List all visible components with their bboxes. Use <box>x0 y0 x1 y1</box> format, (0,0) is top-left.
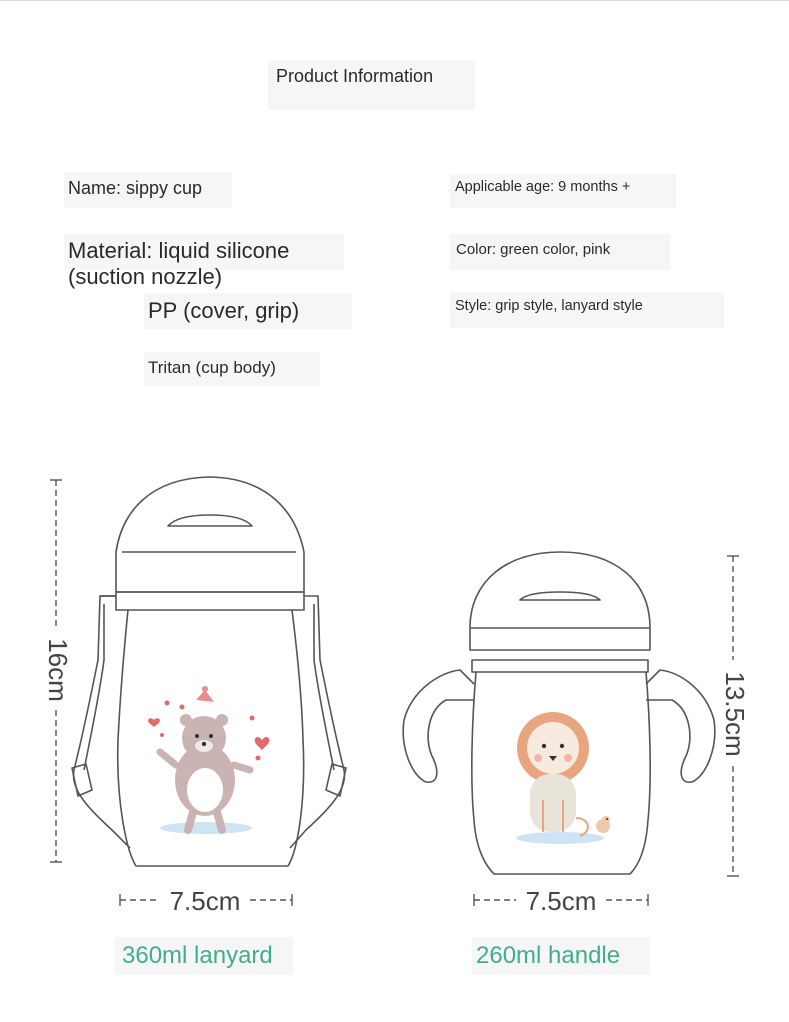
caption-lanyard: 360ml lanyard <box>115 937 293 975</box>
page-title: Product Information <box>268 60 475 110</box>
width-label-lanyard: 7.5cm <box>169 886 241 916</box>
height-label-handle: 13.5cm <box>720 671 751 757</box>
width-label-handle: 7.5cm <box>525 886 597 916</box>
spec-name: Name: sippy cup <box>64 172 232 208</box>
spec-age: Applicable age: 9 months + <box>450 174 676 208</box>
spec-material-pp: PP (cover, grip) <box>144 293 352 329</box>
spec-material-line1: Material: liquid silicone <box>64 234 344 270</box>
spec-color: Color: green color, pink <box>450 234 670 270</box>
lion-decal <box>516 712 610 844</box>
caption-handle: 260ml handle <box>472 937 650 975</box>
height-label-lanyard: 16cm <box>43 638 74 702</box>
spec-material-tritan: Tritan (cup body) <box>144 352 320 386</box>
spec-material-line2: (suction nozzle) <box>68 264 223 289</box>
bear-decal <box>148 686 269 834</box>
spec-style: Style: grip style, lanyard style <box>450 292 724 328</box>
